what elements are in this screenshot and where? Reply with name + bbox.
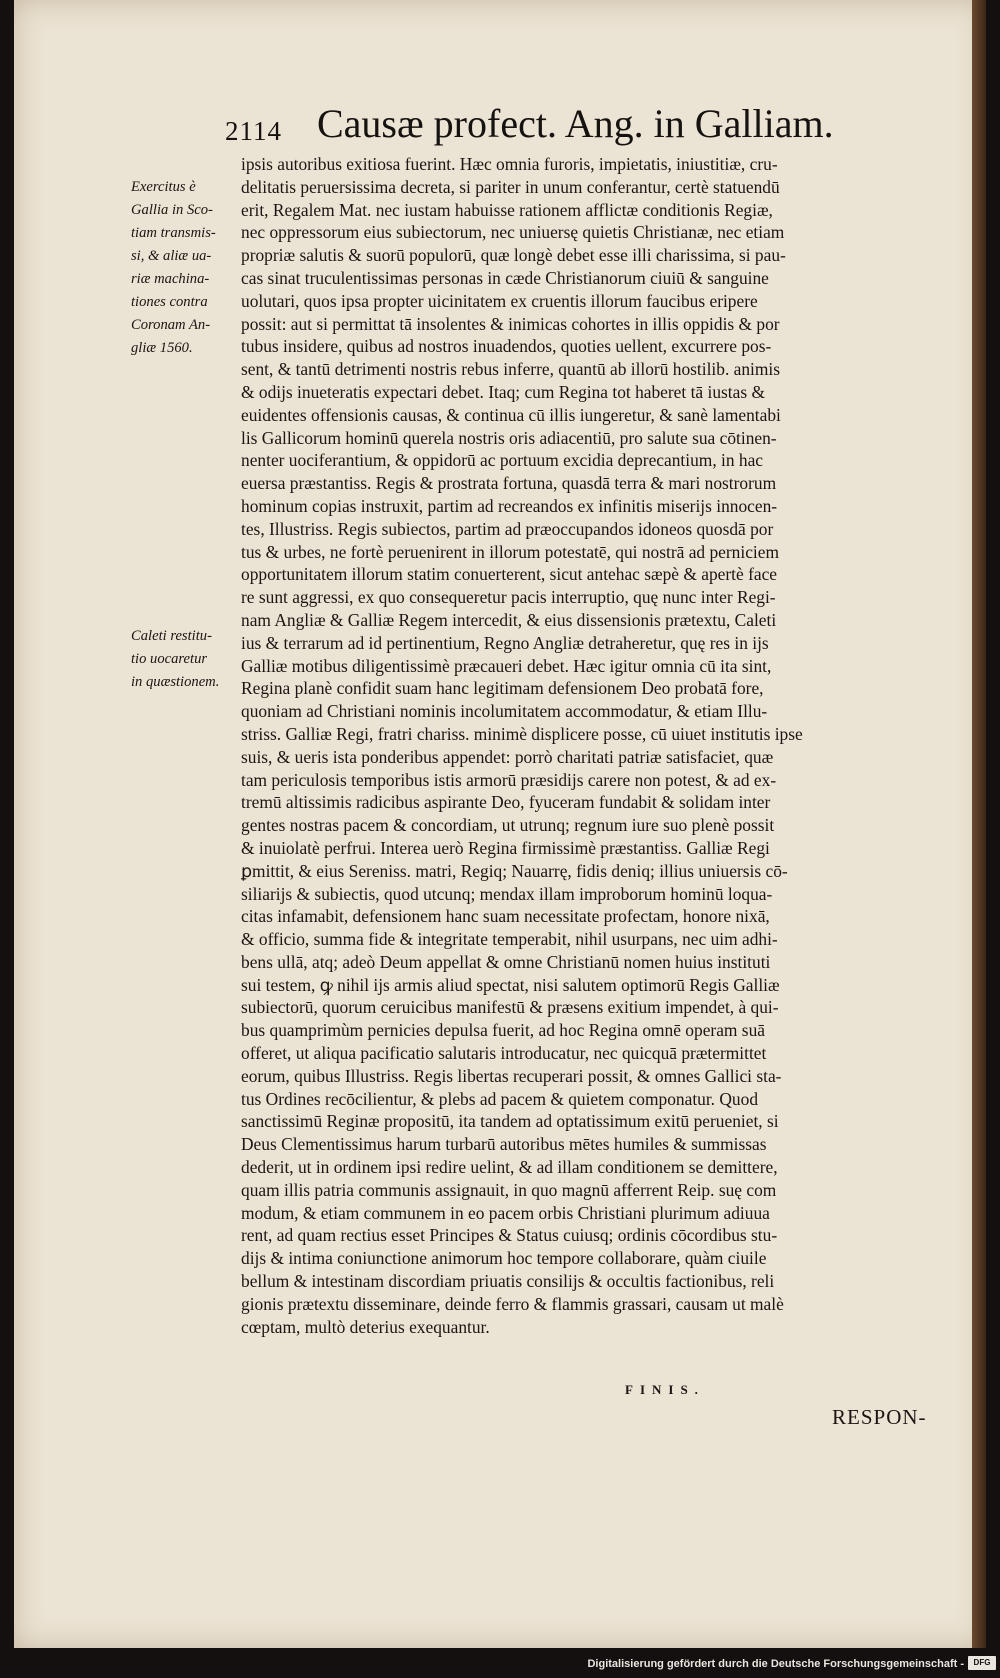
margin-note-line: Gallia in Sco- [131,202,213,218]
text-line: tremū altissimis radicibus aspirante Deo, fyuceram fundabit & solidam inter [241,792,771,813]
text-line: possit: aut si permittat tā insolentes & inimicas cohortes in illis oppidis & por [241,313,780,334]
text-line: citas infamabit, defensionem hanc suam necessitate profectam, honore nixā, [241,906,770,927]
margin-note-line: Exercitus è [131,179,196,195]
margin-note-line: tiones contra [131,294,208,310]
text-line: cœptam, multò deterius exequantur. [241,1316,490,1337]
text-line: propriæ salutis & suorū populorū, quæ longè debet esse illi charissima, si pau- [241,245,786,266]
text-line: & odijs inueteratis expectari debet. Itaq; cum Regina tot haberet tā iustas & [241,381,765,402]
text-line: ipsis autoribus exitiosa fuerint. Hæc omnia furoris, impietatis, iniustitiæ, cru- [241,154,778,174]
footer-bar [0,1650,1000,1678]
margin-note-line: si, & aliæ ua- [131,248,212,264]
text-line: tam periculosis temporibus istis armorū præsidijs carere non potest, & ad ex- [241,769,777,790]
text-line: nenter uociferantium, & oppidorū ac portuum excidia deprecantium, in hac [241,450,764,471]
text-line: euidentes offensionis causas, & continua cū illis iungeretur, & sanè lamentabi [241,404,781,425]
text-line: tus Ordines recōcilientur, & plebs ad pacem & quietem componatur. Quod [241,1088,759,1109]
margin-note-line: tiam transmis- [131,225,216,241]
text-line: Deus Clementissimus harum turbarū autoribus mētes humiles & summissas [241,1134,767,1155]
text-line: rent, ad quam rectius esset Principes & Status cuiusq; ordinis cōcordibus stu- [241,1225,778,1246]
margin-note-line: in quæstionem. [131,674,220,690]
text-line: ꝑmittit, & eius Sereniss. matri, Regiq; Nauarrę, fidis deniq; illius uniuersis cō- [241,860,788,881]
text-line: uolutari, quos ipsa propter uicinitatem ex cruentis illorum faucibus eripere [241,290,758,311]
text-line: re sunt aggressi, ex quo consequeretur pacis interruptio, quę nunc inter Regi- [241,587,776,608]
text-line: lis Gallicorum hominū querela nostris oris adiacentiū, pro salute sua cōtinen- [241,427,777,448]
margin-note-caleti [131,625,239,694]
margin-note-exercitus [131,176,239,360]
text-line: cas sinat truculentissimas personas in cæde Christianorum ciuiū & sanguine [241,267,769,288]
text-line: suis, & ueris ista ponderibus appendet: porrò charitati patriæ satisfaciet, quæ [241,746,774,767]
text-line: gentes nostras pacem & concordiam, ut utrunq; regnum iure suo plenè possit [241,815,775,836]
margin-note-line: tio uocaretur [131,651,208,667]
text-line: sent, & tantū detrimenti nostris rebus inferre, quantū ab illorū hostilib. animis [241,359,781,380]
page-number: 2114 [225,116,282,146]
text-line: nam Angliæ & Galliæ Regem intercedit, & eius dissensionis prætextu, Caleti [241,609,777,630]
text-line: tes, Illustriss. Regis subiectos, partim ad præoccupandos idoneos quosdā por [241,518,774,539]
text-line: striss. Galliæ Regi, fratri chariss. minimè displicere posse, cū uiuet institutis ipse [241,723,803,744]
text-line: ius & terrarum ad id pertinentium, Regno Angliæ detraheretur, quę res in ijs [241,632,769,653]
text-line: Regina planè confidit suam hanc legitimam defensionem Deo probatā fore, [241,678,764,699]
text-line: gionis prætextu disseminare, deinde ferro & flammis grassari, causam ut malè [241,1293,784,1314]
text-line: dederit, ut in ordinem ipsi redire uelint, & ad illam conditionem se demittere, [241,1157,778,1178]
text-line: bens ullā, atq; adeò Deum appellat & omne Christianū nomen huius instituti [241,951,771,972]
text-line: Galliæ motibus diligentissimè præcaueri debet. Hæc igitur omnia cū ita sint, [241,655,772,676]
catchword: RESPON- [832,1405,927,1429]
text-line: & officio, summa fide & integritate temperabit, nihil usurpans, nec uim adhi- [241,929,778,950]
text-line: quoniam ad Christiani nominis incolumitatem accommodatur, & etiam Illu- [241,701,768,722]
text-line: bus quamprimùm pernicies depulsa fuerit, ad hoc Regina omnē operam suā [241,1020,765,1041]
text-line: siliarijs & subiectis, quod utcunq; mendax illam improborum hominū loqua- [241,883,773,904]
text-line: tubus insidere, quibus ad nostros inuadendos, quoties uellent, excurrere pos- [241,336,772,357]
text-line: hominum copias instruxit, partim ad recreandos ex infinitis miserijs innocen- [241,495,778,516]
text-line: opportunitatem illorum statim conuerterent, sicut antehac sæpè & apertè face [241,564,778,585]
text-line: delitatis peruersissima decreta, si pariter in unum conferantur, certè statuendū [241,176,780,197]
text-line: modum, & etiam communem in eo pacem orbis Christiani plurimum adiuua [241,1202,770,1223]
book-page [14,0,986,1648]
text-line: tus & urbes, ne fortè peruenirent in illorum potestatē, qui nostrā ad perniciem [241,541,779,562]
funding-credit: Digitalisierung gefördert durch die Deutsche Forschungsgemeinschaft - [587,1658,964,1670]
body-text [241,153,949,1338]
text-line: & inuiolatè perfrui. Interea uerò Regina firmissimè præstantiss. Galliæ Regi [241,837,770,858]
margin-note-line: gliæ 1560. [131,340,193,356]
text-line: euersa præstantiss. Regis & prostrata fortuna, quasdā terra & mari nostrorum [241,473,777,494]
margin-note-line: riæ machina- [131,271,210,287]
margin-note-line: Caleti restitu- [131,628,212,644]
text-line: bellum & intestinam discordiam priuatis consilijs & occultis factionibus, reli [241,1271,775,1292]
text-line: eorum, quibus Illustriss. Regis libertas recuperari possit, & omnes Gallici sta- [241,1065,782,1086]
page-edge [972,0,986,1648]
text-line: erit, Regalem Mat. nec iustam habuisse rationem afflictæ conditionis Regiæ, [241,199,773,220]
text-line: nec oppressorum eius subiectorum, nec uniuersę quietis Christianæ, nec etiam [241,222,785,243]
text-line: sanctissimū Reginæ propositū, ita tandem ad optatissimum exitū perueniet, si [241,1111,779,1132]
text-line: quam illis patria communis assignauit, in quo magnū afferrent Reip. suę com [241,1179,777,1200]
text-line: dijs & intima coniunctione animorum hoc tempore collaborare, quàm ciuile [241,1248,767,1269]
margin-note-line: Coronam An- [131,317,211,333]
finis-mark: FINIS. [625,1382,705,1397]
page-header [225,100,925,150]
text-line: offeret, ut aliqua pacificatio salutaris introducatur, nec quicquā prætermittet [241,1043,767,1064]
text-line: subiectorū, quorum ceruicibus manifestū & præsens exitium impendet, à qui- [241,997,779,1018]
running-title: Causæ profect. Ang. in Galliam. [317,101,834,146]
dfg-logo-icon: DFG [968,1656,996,1670]
text-line: sui testem, ꝙ nihil ijs armis aliud spectat, nisi salutem optimorū Regis Galliæ [241,974,780,995]
